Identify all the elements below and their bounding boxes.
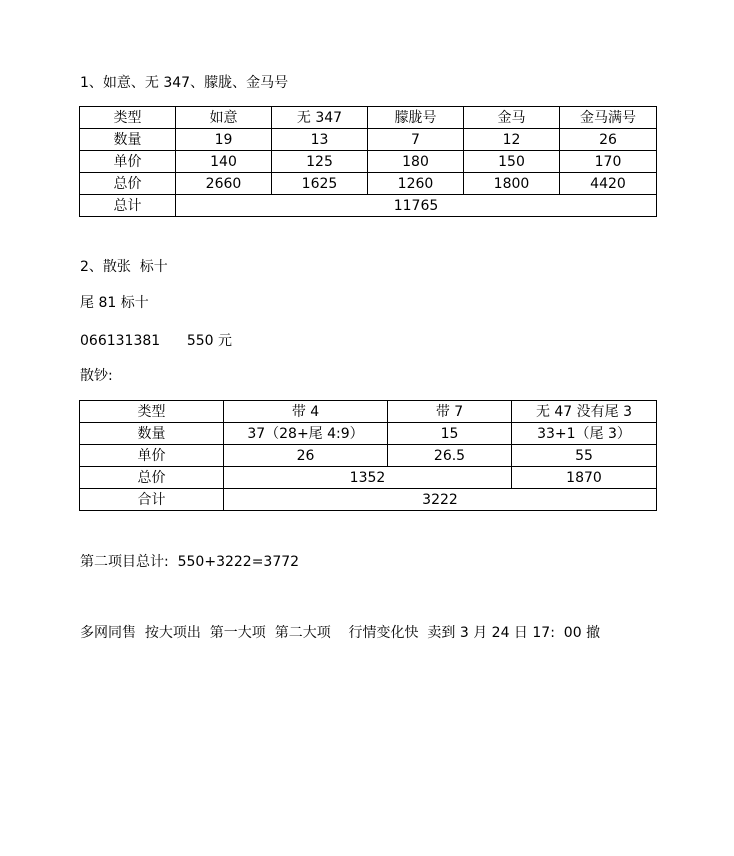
table-total-row (80, 489, 657, 511)
header-cell: 带 4 (224, 401, 388, 423)
table-row (80, 129, 657, 151)
table-row (80, 173, 657, 195)
section2-line-3: 散钞: (80, 368, 113, 384)
total-label: 总计 (80, 195, 176, 217)
table-cell: 数量 (80, 129, 176, 151)
table-cell: 15 (388, 423, 512, 445)
total-label: 合计 (80, 489, 224, 511)
section2-line-1: 尾 81 标十 (80, 295, 149, 311)
table-row (80, 445, 657, 467)
total-value: 11765 (176, 195, 657, 217)
table-cell: 26 (560, 129, 657, 151)
total-value: 3222 (224, 489, 657, 511)
table-cell: 26.5 (388, 445, 512, 467)
table-cell: 1800 (464, 173, 560, 195)
table-cell: 150 (464, 151, 560, 173)
header-cell: 无 47 没有尾 3 (512, 401, 657, 423)
table-cell: 26 (224, 445, 388, 467)
table-row (80, 151, 657, 173)
table-total-row (80, 195, 657, 217)
table-cell: 19 (176, 129, 272, 151)
table-cell: 33+1（尾 3） (512, 423, 657, 445)
table-cell: 单价 (80, 445, 224, 467)
table-cell: 总价 (80, 467, 224, 489)
header-cell: 类型 (80, 107, 176, 129)
table-cell: 180 (368, 151, 464, 173)
table-cell: 数量 (80, 423, 224, 445)
table-cell: 单价 (80, 151, 176, 173)
table-cell: 2660 (176, 173, 272, 195)
header-cell: 金马满号 (560, 107, 657, 129)
section1-heading: 1、如意、无 347、朦胧、金马号 (80, 75, 289, 91)
table-cell: 1870 (512, 467, 657, 489)
table-header-row (80, 107, 657, 129)
summary-line: 第二项目总计: 550+3222=3772 (80, 554, 300, 570)
table-cell: 7 (368, 129, 464, 151)
section2-heading: 2、散张 标十 (80, 259, 168, 275)
table-cell: 12 (464, 129, 560, 151)
header-cell: 无 347 (272, 107, 368, 129)
table-row (80, 467, 657, 489)
table-cell: 140 (176, 151, 272, 173)
header-cell: 类型 (80, 401, 224, 423)
header-cell: 金马 (464, 107, 560, 129)
table-cell: 4420 (560, 173, 657, 195)
table-cell: 55 (512, 445, 657, 467)
table-cell: 170 (560, 151, 657, 173)
table-cell: 125 (272, 151, 368, 173)
section2-table (79, 400, 657, 511)
section2-line-2: 066131381 550 元 (80, 333, 233, 349)
section1-table (79, 106, 657, 217)
table-cell: 37（28+尾 4:9） (224, 423, 388, 445)
footer-line: 多网同售 按大项出 第一大项 第二大项 行情变化快 卖到 3 月 24 日 17: 00 撤 (80, 625, 601, 641)
table-cell: 1260 (368, 173, 464, 195)
header-cell: 朦胧号 (368, 107, 464, 129)
header-cell: 带 7 (388, 401, 512, 423)
table-cell: 1625 (272, 173, 368, 195)
table-cell: 总价 (80, 173, 176, 195)
table-cell: 1352 (224, 467, 512, 489)
header-cell: 如意 (176, 107, 272, 129)
table-row (80, 423, 657, 445)
table-header-row (80, 401, 657, 423)
table-cell: 13 (272, 129, 368, 151)
